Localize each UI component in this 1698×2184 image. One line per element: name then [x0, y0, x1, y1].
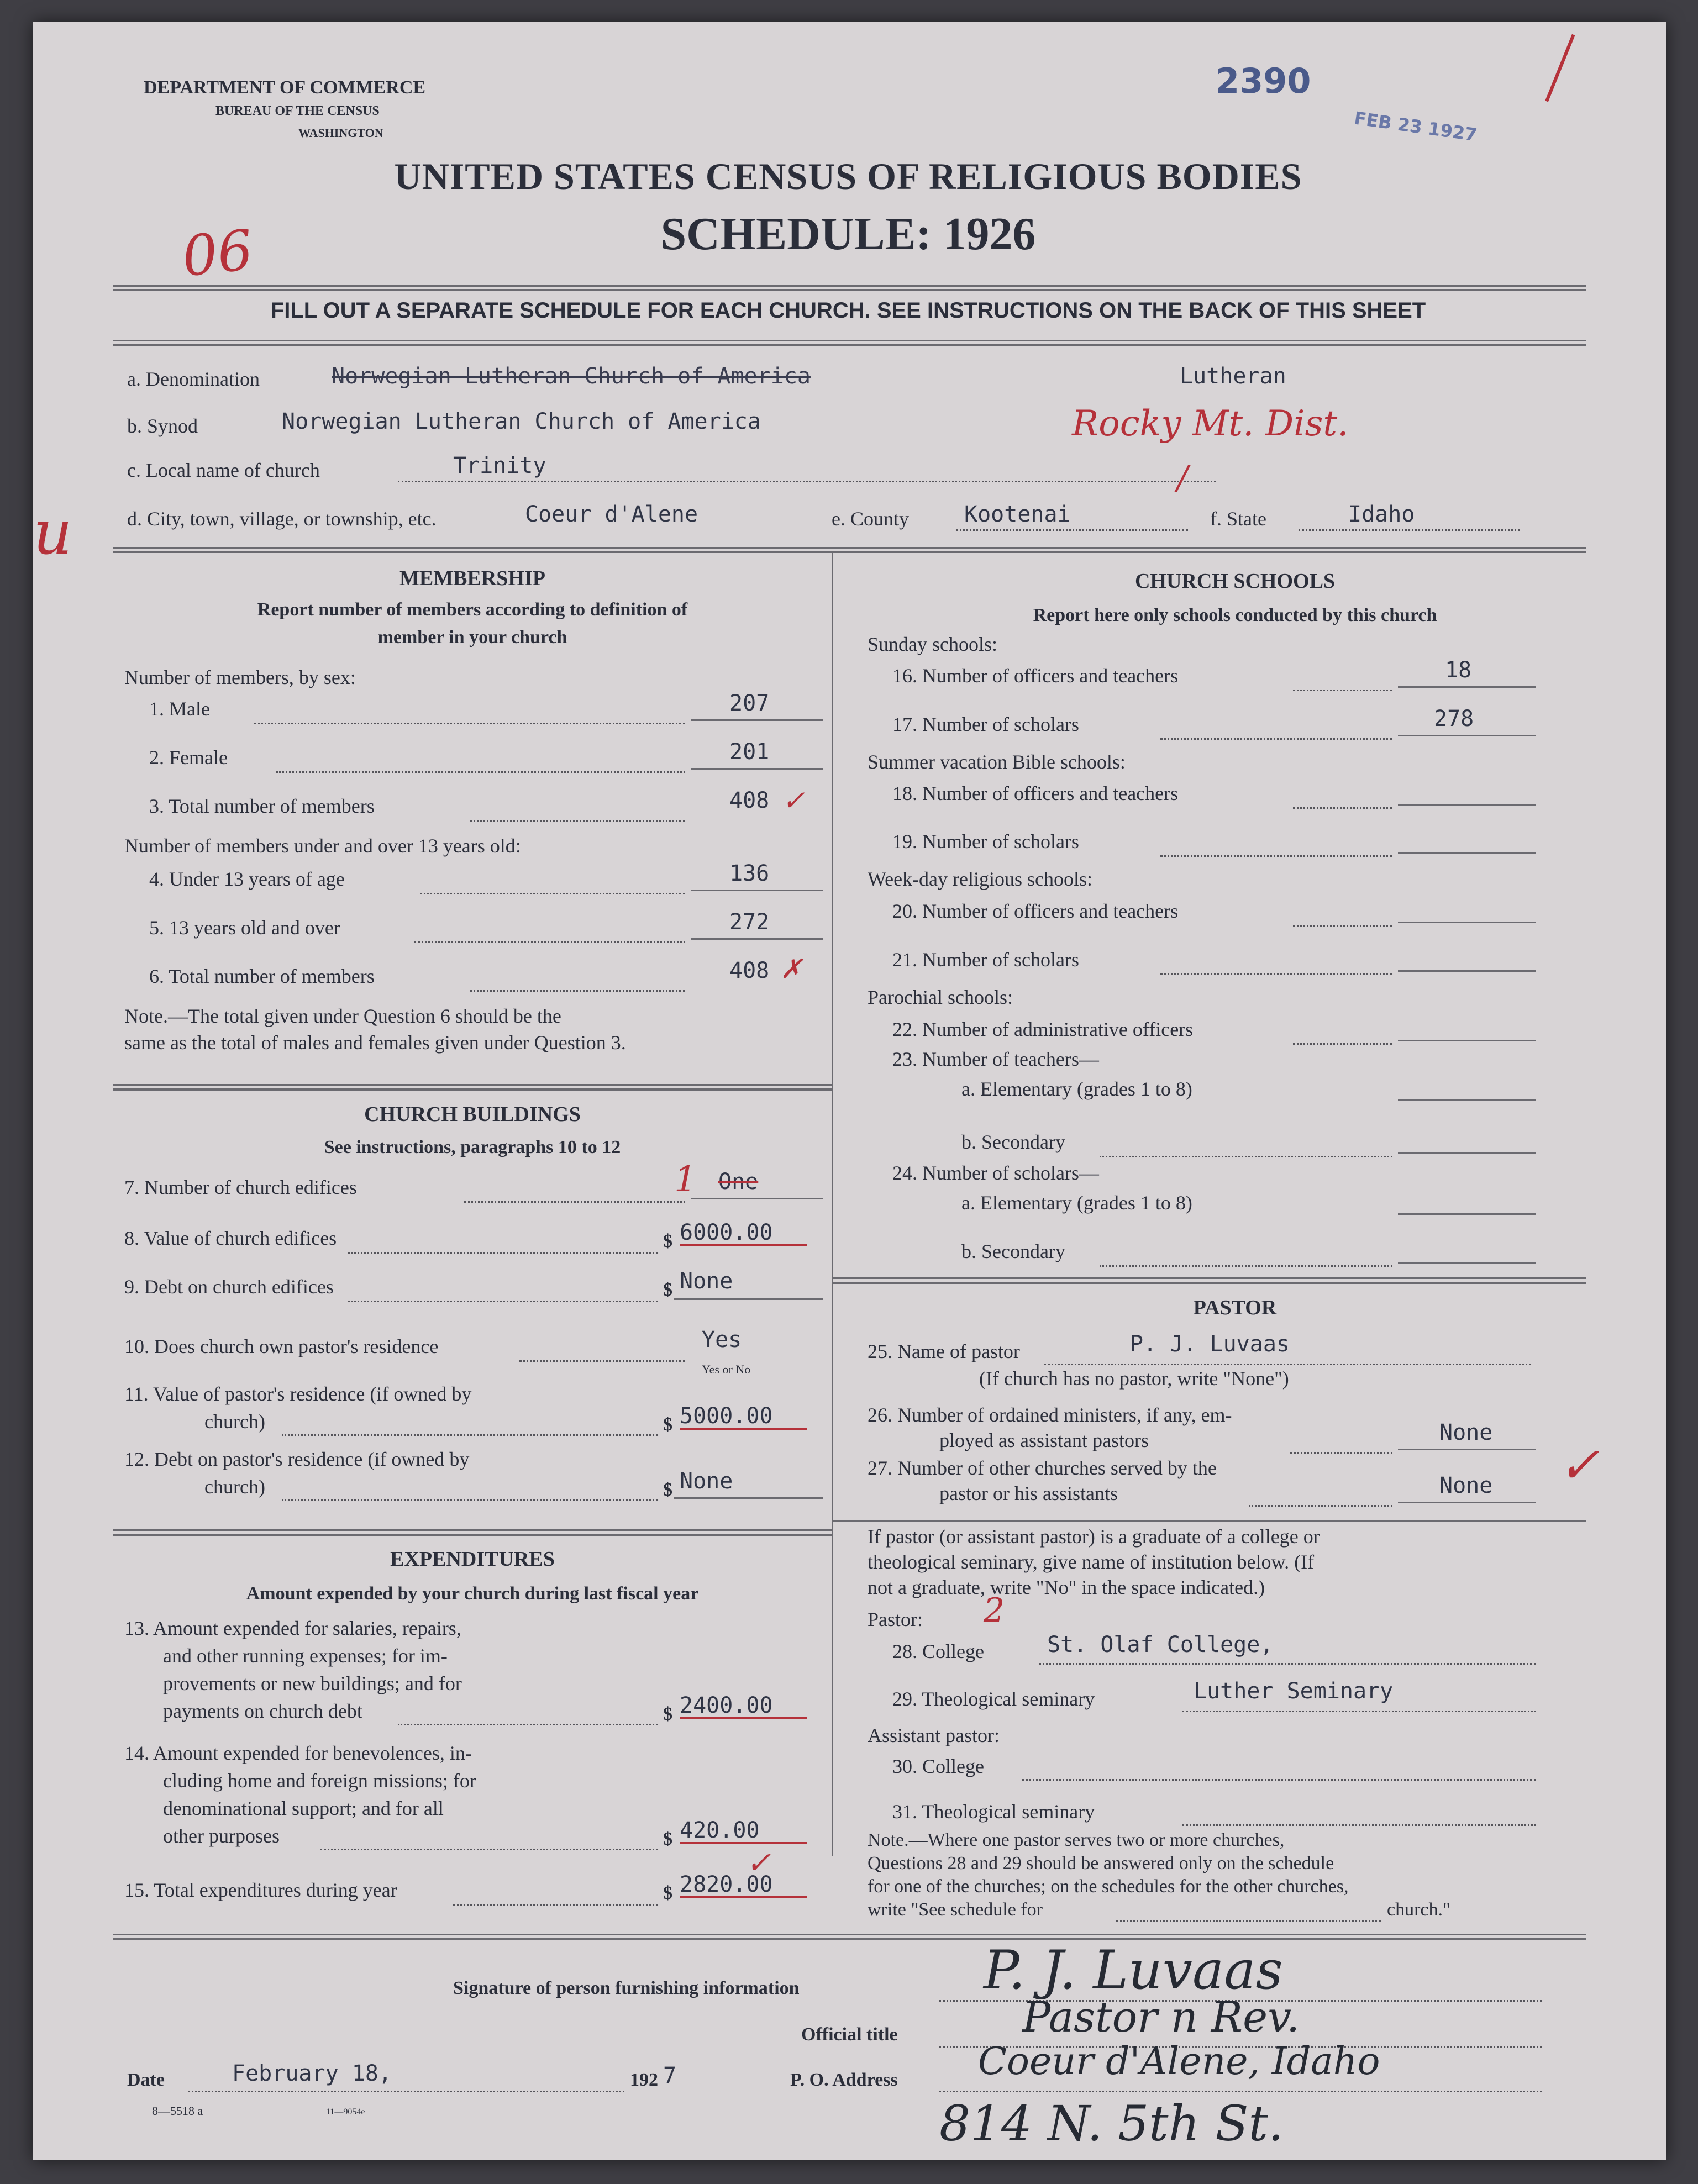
- edifices-value-label: 8. Value of church edifices: [124, 1227, 337, 1249]
- benevolences-line1: 14. Amount expended for benevolences, in-: [124, 1742, 472, 1764]
- pastor-name-value: P. J. Luvaas: [1130, 1332, 1290, 1357]
- teachers-secondary-label: b. Secondary: [961, 1131, 1065, 1153]
- edifices-debt-label: 9. Debt on church edifices: [124, 1276, 334, 1298]
- assistant-college-label: 30. College: [892, 1755, 984, 1777]
- red-code-mark: 06: [179, 217, 256, 290]
- edifices-count-value: One: [718, 1169, 759, 1194]
- edifices-count-label: 7. Number of church edifices: [124, 1176, 357, 1198]
- denomination-crossed-out: Norwegian Lutheran Church of America: [332, 364, 811, 389]
- teachers-header: 23. Number of teachers—: [892, 1048, 1099, 1070]
- summer-schools-header: Summer vacation Bible schools:: [868, 751, 1126, 773]
- expenditures-title: EXPENDITURES: [390, 1548, 555, 1571]
- state-label: f. State: [1210, 508, 1266, 530]
- city-label: d. City, town, village, or township, etc.: [127, 508, 437, 530]
- schedule-number-stamp: 2390: [1216, 61, 1311, 101]
- date-value: February 18,: [232, 2061, 392, 2086]
- total-expenditures-label: 15. Total expenditures during year: [124, 1879, 397, 1901]
- official-title-label: Official title: [801, 2024, 898, 2045]
- weekday-scholars-label: 21. Number of scholars: [892, 949, 1079, 971]
- no-pastor-hint: (If church has no pastor, write "None"): [979, 1367, 1289, 1390]
- po-address-label: P. O. Address: [790, 2070, 898, 2090]
- teachers-elementary-label: a. Elementary (grades 1 to 8): [961, 1078, 1192, 1100]
- synod-value: Norwegian Lutheran Church of America: [282, 409, 761, 434]
- red-tick-mark: /: [1177, 459, 1189, 497]
- female-label: 2. Female: [149, 746, 228, 769]
- yes-or-no-hint: Yes or No: [702, 1362, 751, 1376]
- form-title: UNITED STATES CENSUS OF RELIGIOUS BODIES: [394, 155, 1302, 197]
- official-title-value: Pastor n Rev.: [1022, 1992, 1300, 2041]
- other-churches-label-line2: pastor or his assistants: [939, 1482, 1118, 1504]
- church-buildings-title: CHURCH BUILDINGS: [364, 1103, 581, 1126]
- red-check-total: ✓: [782, 785, 805, 817]
- signature-label: Signature of person furnishing information: [453, 1978, 800, 1998]
- sunday-scholars-value: 278: [1434, 706, 1474, 731]
- sunday-scholars-label: 17. Number of scholars: [892, 713, 1079, 735]
- benevolences-line2: cluding home and foreign missions; for: [163, 1770, 476, 1792]
- residence-debt-dollar: $: [663, 1480, 672, 1500]
- assistant-seminary-label: 31. Theological seminary: [892, 1801, 1095, 1823]
- pastor-note-line3: for one of the churches; on the schedules for the other churches,: [868, 1876, 1349, 1897]
- scholars-header: 24. Number of scholars—: [892, 1162, 1099, 1184]
- county-label: e. County: [832, 508, 909, 530]
- pastor-subheader: Pastor:: [868, 1608, 923, 1630]
- red-check-mark: [1545, 34, 1580, 104]
- sunday-schools-header: Sunday schools:: [868, 633, 998, 655]
- synod-label: b. Synod: [127, 415, 198, 437]
- red-check-expenditures: ✓: [746, 1845, 771, 1880]
- running-expenses-dollar: $: [663, 1704, 672, 1724]
- date-received-stamp: FEB 23 1927: [1353, 107, 1479, 146]
- census-schedule-sheet: [33, 22, 1666, 2160]
- residence-value-dollar: $: [663, 1414, 672, 1435]
- pastor-note-line1: Note.—Where one pastor serves two or more churches,: [868, 1830, 1285, 1850]
- residence-value: 5000.00: [680, 1403, 773, 1429]
- benevolences-line3: denominational support; and for all: [163, 1797, 444, 1819]
- state-value: Idaho: [1348, 502, 1415, 527]
- summer-scholars-label: 19. Number of scholars: [892, 830, 1079, 852]
- edifices-debt-value: None: [680, 1269, 733, 1294]
- membership-intro-line1: Report number of members according to definition of: [257, 599, 688, 620]
- benevolences-dollar: $: [663, 1829, 672, 1849]
- college-value: St. Olaf College,: [1047, 1632, 1274, 1657]
- owns-residence-value: Yes: [702, 1327, 742, 1352]
- owns-residence-label: 10. Does church own pastor's residence: [124, 1335, 439, 1357]
- membership-intro-line2: member in your church: [377, 627, 567, 648]
- running-expenses-line4: payments on church debt: [163, 1700, 362, 1722]
- under-13-label: 4. Under 13 years of age: [149, 868, 345, 890]
- sunday-officers-label: 16. Number of officers and teachers: [892, 665, 1179, 687]
- residence-debt-label-line1: 12. Debt on pastor's residence (if owned by: [124, 1448, 470, 1470]
- local-name-value: Trinity: [453, 453, 546, 478]
- graduate-instructions-line3: not a graduate, write "No" in the space indicated.): [868, 1576, 1265, 1598]
- assistant-pastors-label-line1: 26. Number of ordained ministers, if any, em-: [868, 1404, 1232, 1426]
- po-address-value: Coeur d'Alene, Idaho: [978, 2040, 1380, 2083]
- other-churches-value: None: [1439, 1473, 1493, 1498]
- summer-officers-label: 18. Number of officers and teachers: [892, 782, 1179, 804]
- male-value: 207: [729, 691, 770, 716]
- denomination-label: a. Denomination: [127, 368, 260, 390]
- scholars-elementary-label: a. Elementary (grades 1 to 8): [961, 1192, 1192, 1214]
- print-number: 11—9054e: [326, 2107, 365, 2117]
- bureau-line: BUREAU OF THE CENSUS: [215, 104, 380, 118]
- denomination-value: Lutheran: [1180, 364, 1286, 389]
- form-number: 8—5518 a: [152, 2104, 203, 2118]
- date-year-prefix: 192: [630, 2070, 658, 2090]
- church-schools-intro: Report here only schools conducted by this church: [1033, 605, 1437, 625]
- residence-value-label-line1: 11. Value of pastor's residence (if owned by: [124, 1383, 472, 1405]
- assistant-pastors-label-line2: ployed as assistant pastors: [939, 1429, 1149, 1451]
- male-label: 1. Male: [149, 698, 210, 720]
- weekday-officers-label: 20. Number of officers and teachers: [892, 900, 1179, 922]
- residence-value-label-line2: church): [204, 1411, 265, 1433]
- red-check-pastor: ✓: [1558, 1436, 1600, 1494]
- total-expenditures-dollar: $: [663, 1883, 672, 1903]
- church-schools-title: CHURCH SCHOOLS: [1134, 570, 1336, 593]
- form-subtitle: SCHEDULE: 1926: [660, 208, 1036, 260]
- pastor-name-label: 25. Name of pastor: [868, 1340, 1020, 1362]
- pastor-note-line4: write "See schedule for: [868, 1899, 1043, 1920]
- po-street-value: 814 N. 5th St.: [939, 2095, 1284, 2152]
- female-value: 201: [729, 739, 770, 765]
- over-13-label: 5. 13 years old and over: [149, 917, 340, 939]
- under-13-value: 136: [729, 861, 770, 886]
- members-by-sex-header: Number of members, by sex:: [124, 666, 356, 688]
- edifices-value-dollar: $: [663, 1231, 672, 1251]
- edifices-count-red-correction: 1: [674, 1159, 697, 1200]
- city-line: WASHINGTON: [298, 126, 383, 140]
- membership-note-line2: same as the total of males and females given under Question 3.: [124, 1032, 626, 1054]
- seminary-value: Luther Seminary: [1194, 1678, 1394, 1704]
- weekday-schools-header: Week-day religious schools:: [868, 868, 1093, 890]
- graduate-instructions-line2: theological seminary, give name of institution below. (If: [868, 1551, 1315, 1573]
- age-header: Number of members under and over 13 years old:: [124, 835, 521, 857]
- total-expenditures-value: 2820.00: [680, 1872, 773, 1897]
- city-value: Coeur d'Alene: [525, 502, 698, 527]
- membership-title: MEMBERSHIP: [399, 567, 545, 590]
- edifices-value: 6000.00: [680, 1220, 773, 1245]
- membership-note-line1: Note.—The total given under Question 6 should be the: [124, 1005, 561, 1027]
- sunday-officers-value: 18: [1445, 657, 1472, 683]
- total-members-label: 3. Total number of members: [149, 795, 375, 817]
- assistant-pastor-subheader: Assistant pastor:: [868, 1724, 1000, 1746]
- separate-schedule-instruction: FILL OUT A SEPARATE SCHEDULE FOR EACH CHURCH. SEE INSTRUCTIONS ON THE BACK OF THIS SHEET: [270, 298, 1426, 323]
- signature-value: P. J. Luvaas: [984, 1939, 1283, 2001]
- district-red-note: Rocky Mt. Dist.: [1072, 403, 1349, 444]
- church-buildings-subtitle: See instructions, paragraphs 10 to 12: [324, 1137, 621, 1157]
- college-label: 28. College: [892, 1640, 984, 1662]
- seminary-label: 29. Theological seminary: [892, 1688, 1095, 1710]
- residence-debt-label-line2: church): [204, 1476, 265, 1498]
- parochial-schools-header: Parochial schools:: [868, 986, 1013, 1008]
- total-members-age-label: 6. Total number of members: [149, 965, 375, 987]
- red-x-mark: ✗: [780, 954, 803, 985]
- pastor-red-number: 2: [984, 1591, 1005, 1630]
- running-expenses-line1: 13. Amount expended for salaries, repairs,: [124, 1617, 461, 1639]
- total-members-value: 408: [729, 788, 770, 813]
- benevolences-line4: other purposes: [163, 1825, 280, 1847]
- total-members-age-value: 408: [729, 958, 770, 983]
- benevolences-value: 420.00: [680, 1818, 760, 1843]
- over-13-value: 272: [729, 909, 770, 935]
- pastor-note-line2: Questions 28 and 29 should be answered only on the schedule: [868, 1853, 1334, 1873]
- running-expenses-line2: and other running expenses; for im-: [163, 1645, 448, 1667]
- red-margin-mark: u: [33, 497, 72, 568]
- assistant-pastors-value: None: [1439, 1420, 1493, 1445]
- expenditures-subtitle: Amount expended by your church during last fiscal year: [246, 1583, 699, 1604]
- date-year-suffix: 7: [663, 2063, 677, 2088]
- date-label: Date: [127, 2070, 165, 2090]
- scholars-secondary-label: b. Secondary: [961, 1240, 1065, 1262]
- running-expenses-value: 2400.00: [680, 1693, 773, 1718]
- residence-debt-value: None: [680, 1469, 733, 1494]
- graduate-instructions-line1: If pastor (or assistant pastor) is a graduate of a college or: [868, 1525, 1320, 1548]
- pastor-note-line5: church.": [1387, 1899, 1450, 1920]
- running-expenses-line3: provements or new buildings; and for: [163, 1672, 462, 1694]
- edifices-debt-dollar: $: [663, 1280, 672, 1300]
- department-line: DEPARTMENT OF COMMERCE: [144, 77, 426, 98]
- other-churches-label-line1: 27. Number of other churches served by the: [868, 1457, 1217, 1479]
- administrative-officers-label: 22. Number of administrative officers: [892, 1018, 1194, 1040]
- pastor-title: PASTOR: [1193, 1296, 1277, 1319]
- county-value: Kootenai: [964, 502, 1071, 527]
- local-name-label: c. Local name of church: [127, 459, 320, 481]
